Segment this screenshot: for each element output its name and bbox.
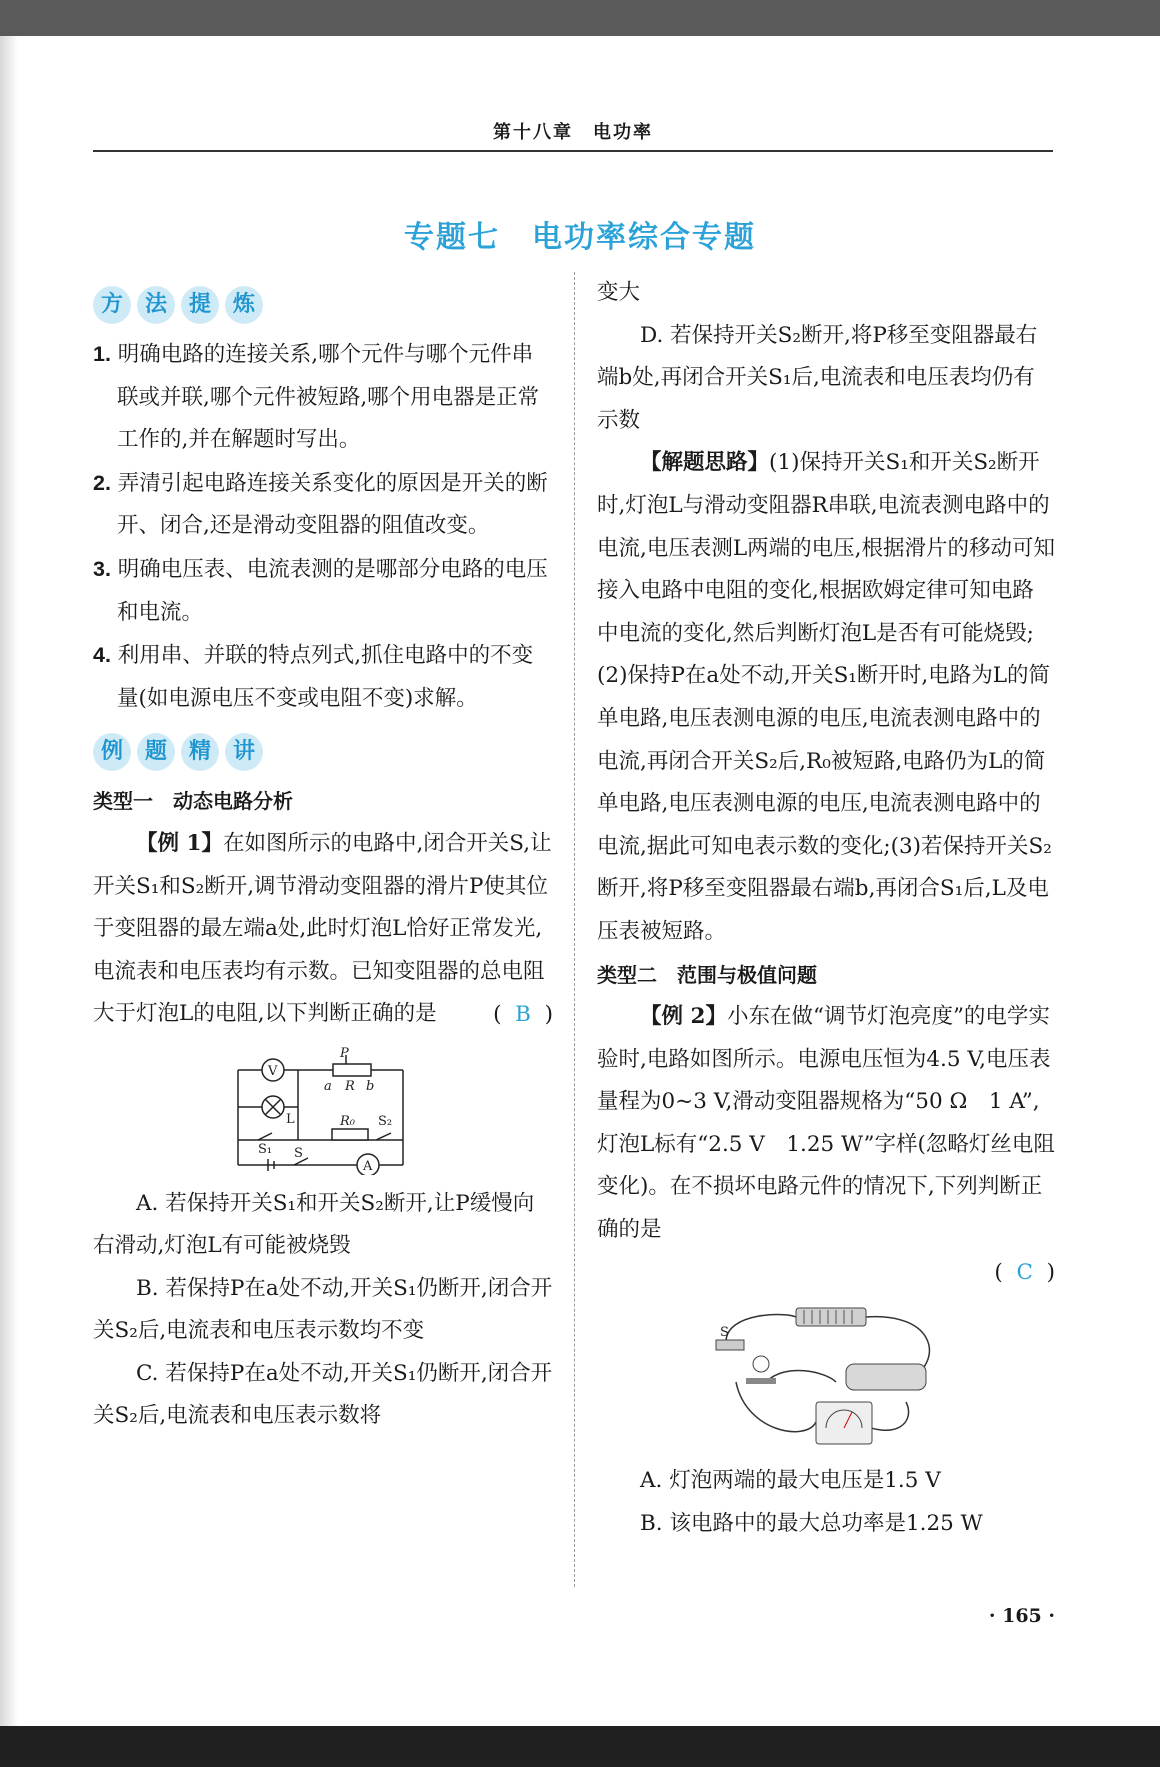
example2-stem <box>597 996 1055 1252</box>
item-number: 4. <box>93 643 111 668</box>
badge-char: 精 <box>181 733 219 771</box>
option-b: B. 若保持P在a处不动,开关S₁仍断开,闭合开关S₂后,电流表和电压表示数均不变 <box>93 1275 553 1344</box>
badge-char: 提 <box>181 286 219 324</box>
badge-char: 方 <box>93 286 131 324</box>
label-s1: S₁ <box>258 1141 273 1157</box>
item-number: 2. <box>93 470 111 495</box>
item-text: 利用串、并联的特点列式,抓住电路中的不变量(如电源电压不变或电阻不变)求解。 <box>117 643 534 711</box>
answer-close: ) <box>1046 1259 1055 1285</box>
bulb-icon <box>753 1356 769 1372</box>
switch-s1-icon <box>258 1133 272 1140</box>
item-text: 明确电路的连接关系,哪个元件与哪个元件串联或并联,哪个元件被短路,哪个用电器是正常工作的,并在解题时写出。 <box>117 342 540 453</box>
section-badge-examples <box>93 730 553 774</box>
example-label: 【例 1】 <box>136 830 223 856</box>
section-badge-method <box>93 283 553 327</box>
wire-e <box>766 1371 836 1383</box>
option-c: C. 若保持P在a处不动,开关S₁仍断开,闭合开关S₂后,电流表和电压表示数将 <box>93 1360 553 1429</box>
column-divider <box>574 272 575 1587</box>
circuit-diagram <box>228 1045 418 1175</box>
bottom-bar <box>0 1726 1160 1767</box>
label-a-end: a <box>324 1078 332 1094</box>
analysis <box>597 442 1055 953</box>
option-d: D. 若保持开关S₂断开,将P移至变阻器最右端b处,再闭合开关S₁后,电流表和电压表均仍有示数 <box>597 322 1038 433</box>
example-label: 【例 2】 <box>640 1004 727 1030</box>
header-rule <box>93 150 1053 152</box>
option-a: A. 若保持开关S₁和开关S₂断开,让P缓慢向右滑动,灯泡L有可能被烧毁 <box>93 1190 535 1259</box>
badge-char: 炼 <box>225 286 263 324</box>
answer-letter: B <box>515 1001 531 1027</box>
method-item-4 <box>93 634 553 720</box>
label-b-end: b <box>366 1078 375 1094</box>
bulb-base-icon <box>746 1378 776 1384</box>
label-r0: R₀ <box>340 1113 355 1129</box>
type1-heading: 类型一 动态电路分析 <box>93 789 293 814</box>
item-number: 3. <box>93 556 111 581</box>
switch-s2-icon <box>376 1133 391 1140</box>
left-column <box>93 283 553 1438</box>
label-v: V <box>268 1063 278 1079</box>
running-head: 第十八章 电功率 <box>493 122 653 143</box>
badge-char: 题 <box>137 733 175 771</box>
answer-close: ) <box>544 1001 553 1027</box>
label-s: S <box>294 1145 303 1161</box>
answer-letter: C <box>1016 1259 1033 1285</box>
example-text: 在如图所示的电路中,闭合开关S,让开关S₁和S₂断开,调节滑动变阻器的滑片P使其位于变阻器的最左端a处,此时灯泡L恰好正常发光,电流表和电压表均有示数。已知变阻器的总电阻大于灯泡L的电阻,以下判断正确的是 <box>93 830 552 1027</box>
analysis-label: 【解题思路】 <box>640 450 770 476</box>
type2-heading: 类型二 范围与极值问题 <box>597 962 817 987</box>
wire-a <box>726 1315 796 1342</box>
badge-char: 例 <box>93 733 131 771</box>
example2-option-b: B. 该电路中的最大总功率是1.25 W <box>640 1510 983 1536</box>
item-number: 1. <box>93 342 111 366</box>
badge-char: 法 <box>137 286 175 324</box>
answer-open: ( <box>994 1259 1003 1285</box>
label-r: R <box>345 1078 355 1094</box>
example-text: 小东在做“调节灯泡亮度”的电学实验时,电路如图所示。电源电压恒为4.5 V,电压表量程为0~3 V,滑动变阻器规格为“50 Ω 1 A”,灯泡L标有“2.5 V 1.25 W”字样(忽略灯丝电阻变化)。在不损坏电路元件的情况下,下列判断正确的是 <box>597 1004 1055 1243</box>
rheostat-icon <box>333 1064 371 1076</box>
item-text: 明确电压表、电流表测的是哪部分电路的电压和电流。 <box>117 556 548 625</box>
battery-pack-icon <box>796 1308 866 1326</box>
method-item-2 <box>93 462 553 548</box>
method-item-1 <box>93 333 553 462</box>
item-text: 弄清引起电路连接关系变化的原因是开关的断开、闭合,还是滑动变阻器的阻值改变。 <box>117 470 548 539</box>
voltmeter-icon <box>816 1402 872 1444</box>
example2-answer <box>597 1252 1055 1295</box>
label-a: A <box>363 1158 373 1174</box>
label-s: S <box>720 1325 729 1341</box>
experiment-photo <box>706 1302 946 1452</box>
analysis-text: (1)保持开关S₁和开关S₂断开时,灯泡L与滑动变阻器R串联,电流表测电路中的电流,电压表测L两端的电压,根据滑片的移动可知接入电路中电阻的变化,根据欧姆定律可知电路中电流的变化,然后判断灯泡L是否有可能烧毁;(2)保持P在a处不动,开关S₁断开时,电路为L的简单电路,电压表测电源的电压,电流表测电路中的电流,再闭合开关S₂后,R₀被短路,电路仍为L的简单电路,电压表测电源的电压,电流表测电路中的电流,据此可知电表示数的变化;(3)若保持开关S₂断开,将P移至变阻器最右端b,再闭合S₁后,L及电压表被短路。 <box>597 450 1055 944</box>
label-l: L <box>286 1111 295 1127</box>
method-item-3 <box>93 548 553 634</box>
page-number: · 165 · <box>988 1605 1055 1627</box>
switch-icon <box>716 1340 744 1350</box>
option-c-continuation: 变大 <box>597 280 641 305</box>
rheostat-icon <box>846 1364 926 1390</box>
example2-option-a: A. 灯泡两端的最大电压是1.5 V <box>640 1468 941 1494</box>
label-s2: S₂ <box>378 1113 393 1129</box>
wire-c <box>736 1382 816 1432</box>
topic-title: 专题七 电功率综合专题 <box>404 220 756 255</box>
answer-open: ( <box>493 1001 502 1027</box>
badge-char: 讲 <box>225 733 263 771</box>
resistor-r0-icon <box>332 1129 368 1140</box>
right-column <box>597 272 1055 1545</box>
label-p: P <box>340 1045 349 1061</box>
